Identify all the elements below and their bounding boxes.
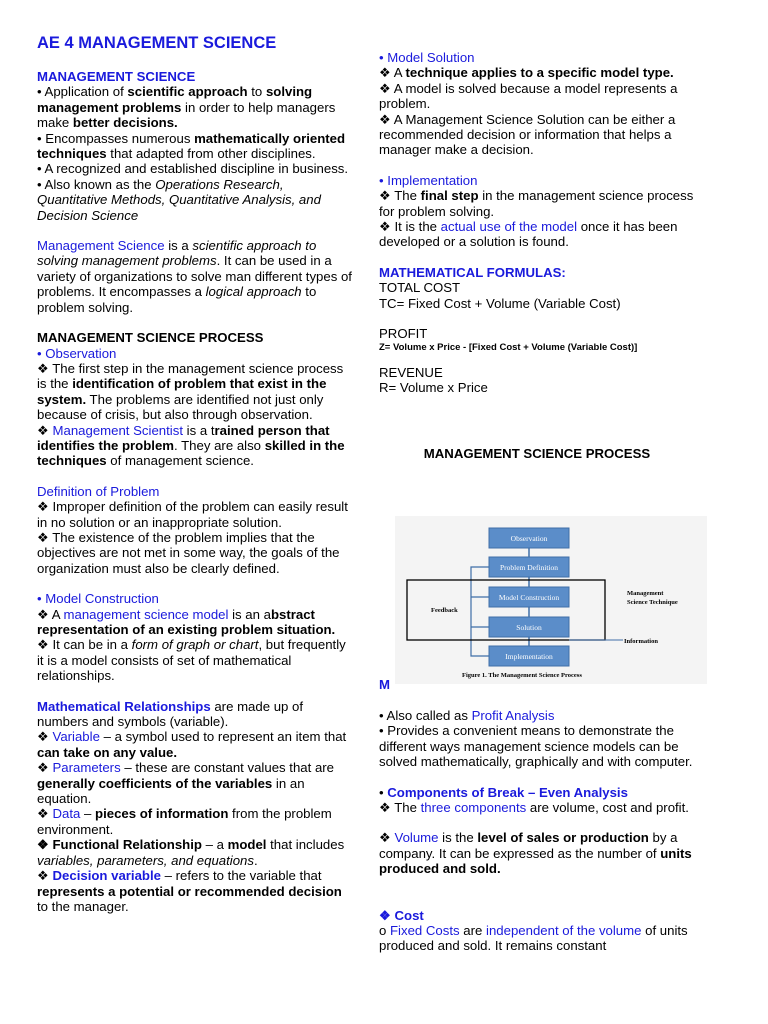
information-label: Information — [624, 638, 658, 645]
right-column-bottom — [379, 708, 709, 954]
implementation-bullet-2: ❖ It is the actual use of the model once it has been developed or a solution is found. — [379, 219, 678, 250]
implementation-label: • Implementation — [379, 172, 478, 188]
ms-definition-paragraph: Management Science is a scientific approach to solving management problems. It can be used in a variety of organizations to solve man different types of problems. It encompasses a logical approach to problem solving. — [37, 238, 352, 315]
process-figure — [395, 516, 707, 684]
technique-label-1: Management — [627, 590, 664, 597]
volume-bullet: ❖ Volume is the level of sales or production by a company. It can be expressed as the number of units produced and sold. — [379, 830, 692, 877]
components-bullet: ❖ The three components are volume, cost and profit. — [379, 800, 689, 816]
problem-definition-box — [489, 557, 569, 577]
ms-bullet-2: • Encompasses numerous mathematically oriented techniques that adapted from other disciplines. — [37, 130, 346, 162]
svg-text:Model Construction: Model Construction — [498, 593, 560, 602]
variable-bullet: ❖ Variable – a symbol used to represent an item that can take on any value. — [37, 729, 347, 760]
total-cost-label: TOTAL COST — [379, 280, 461, 296]
svg-text:Solution: Solution — [516, 623, 542, 632]
components-heading: • Components of Break – Even Analysis — [379, 784, 628, 800]
model-solution-bullet-1: ❖ A technique applies to a specific model type. — [379, 65, 674, 81]
formulas-heading: MATHEMATICAL FORMULAS: — [379, 264, 566, 280]
implementation-box — [489, 646, 569, 666]
left-column — [37, 69, 355, 914]
management-science-heading: MANAGEMENT SCIENCE — [37, 69, 196, 84]
process-figure-heading: MANAGEMENT SCIENCE PROCESS — [423, 446, 651, 461]
model-solution-bullet-2: ❖ A model is solved because a model represents a problem. — [379, 80, 678, 112]
model-solution-bullet-3: ❖ A Management Science Solution can be either a recommended decision or information that helps a manager make a decision. — [379, 111, 676, 158]
ms-bullet-1: • Application of scientific approach to solving management problems in order to help managers make better decisions. — [37, 84, 336, 131]
document-title: AE 4 MANAGEMENT SCIENCE — [37, 34, 277, 52]
break-even-bullet-1: • Also called as Profit Analysis — [379, 708, 555, 723]
model-solution-label: • Model Solution — [379, 50, 475, 65]
profit-label: PROFIT — [379, 326, 428, 342]
revenue-formula: R= Volume x Price — [379, 379, 488, 395]
profit-formula: Z= Volume x Price - [Fixed Cost + Volume (Variable Cost)] — [379, 341, 638, 353]
right-column-top — [379, 50, 709, 395]
ms-bullet-3: • A recognized and established discipline in business. — [37, 161, 349, 177]
cut-off-heading: M — [379, 677, 390, 692]
ms-bullet-4: • Also known as the Operations Research, Quantitative Methods, Quantitative Analysis, and Decision Science — [37, 176, 321, 223]
observation-box — [489, 528, 569, 548]
definition-bullet-2: ❖ The existence of the problem implies that the objectives are not met in some way, the goals of the organization must also be clearly defined. — [37, 529, 340, 576]
feedback-label: Feedback — [431, 607, 458, 614]
observation-label: • Observation — [37, 345, 117, 361]
revenue-label: REVENUE — [379, 364, 443, 380]
model-construction-bullet-1: ❖ A management science model is an abstract representation of an existing problem situation. — [37, 606, 336, 637]
figure-caption: Figure 1. The Management Science Process — [462, 672, 582, 679]
technique-label-2: Science Technique — [627, 599, 678, 606]
parameters-bullet: ❖ Parameters – these are constant values that are generally coefficients of the variables in an equation. — [37, 760, 335, 807]
model-construction-bullet-2: ❖ It can be in a form of graph or chart, but frequently it is a model consists of set of mathematical relationships. — [37, 637, 346, 684]
implementation-bullet-1: ❖ The final step in the management science process for problem solving. — [379, 188, 694, 219]
functional-relationship-bullet: ❖ Functional Relationship – a model that includes variables, parameters, and equations. — [37, 837, 345, 868]
model-construction-label: • Model Construction — [37, 591, 159, 607]
cost-heading: ❖ Cost — [379, 907, 424, 923]
model-construction-box — [489, 587, 569, 607]
data-bullet: ❖ Data – pieces of information from the problem environment. — [37, 806, 332, 837]
svg-text:Observation: Observation — [510, 534, 548, 543]
math-relationships-paragraph: Mathematical Relationships are made up of numbers and symbols (variable). — [37, 698, 304, 730]
observation-bullet-2: ❖ Management Scientist is a trained person that identifies the problem. They are also skilled in the techniques of management science. — [37, 422, 345, 469]
process-heading: MANAGEMENT SCIENCE PROCESS — [37, 330, 264, 346]
definition-label: Definition of Problem — [37, 483, 160, 499]
fixed-costs-bullet: o Fixed Costs are independent of the volume of units produced and sold. It remains constant — [379, 923, 688, 954]
total-cost-formula: TC= Fixed Cost + Volume (Variable Cost) — [379, 295, 621, 311]
break-even-bullet-2: • Provides a convenient means to demonstrate the different ways management science models can be solved mathematically, graphically and with computer. — [379, 723, 693, 770]
svg-text:Implementation: Implementation — [505, 652, 553, 661]
solution-box — [489, 617, 569, 637]
definition-bullet-1: ❖ Improper definition of the problem can easily result in no solution or an inappropriate solution. — [37, 499, 348, 530]
svg-text:Problem Definition: Problem Definition — [499, 563, 559, 572]
decision-variable-bullet: ❖ Decision variable – refers to the variable that represents a potential or recommended decision to the manager. — [37, 868, 342, 914]
observation-bullet-1: ❖ The first step in the management science process is the identification of problem that exist in the system. The problems are identified not just only because of crisis, but also through observation. — [37, 360, 344, 423]
